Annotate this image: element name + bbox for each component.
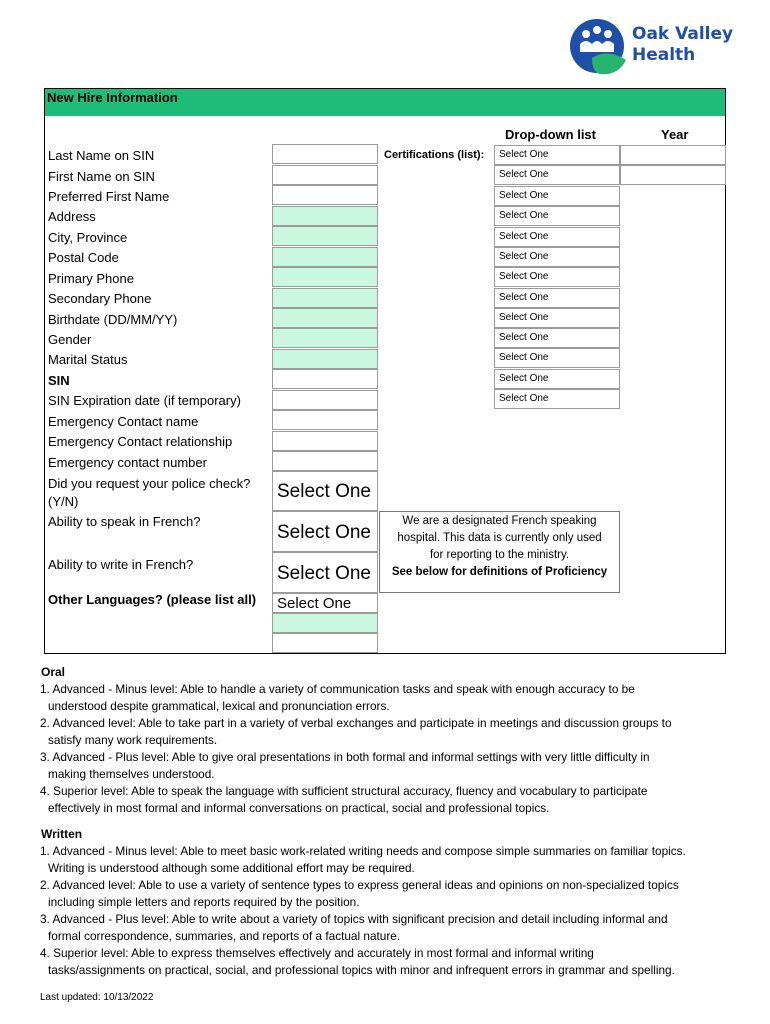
oral-heading: Oral — [41, 665, 66, 679]
postal-label: Postal Code — [48, 250, 119, 265]
note-line: for reporting to the ministry. — [429, 549, 570, 561]
first-name-field[interactable] — [272, 165, 378, 185]
list-item: 3. Advanced - Plus level: Able to write about a variety of topics with significant precision and detail including informal and formal correspondence, summaries, and reports of a factual nature. — [40, 912, 668, 943]
emergency-relationship-label: Emergency Contact relationship — [48, 434, 233, 449]
city-field[interactable] — [272, 226, 378, 246]
marital-field[interactable] — [272, 349, 378, 369]
french-note — [379, 511, 620, 593]
oak-valley-logo — [568, 18, 738, 76]
french-speak-label: Ability to speak in French? — [48, 514, 201, 529]
list-item: 1. Advanced - Minus level: Able to handle a variety of communication tasks and speak with enough accuracy to be understood despite grammatical, lexical and pronunciation errors. — [40, 682, 635, 713]
certification-select[interactable]: Select One — [494, 348, 620, 368]
certification-select[interactable]: Select One — [494, 145, 620, 165]
emergency-name-label: Emergency Contact name — [48, 414, 199, 429]
certification-select[interactable]: Select One — [494, 328, 620, 348]
preferred-name-label: Preferred First Name — [48, 189, 170, 204]
certification-select[interactable]: Select One — [494, 227, 620, 247]
certifications-label: Certifications (list): — [384, 149, 485, 161]
oral-definitions — [40, 681, 760, 817]
birthdate-field[interactable] — [272, 308, 378, 328]
french-write-label: Ability to write in French? — [48, 557, 194, 572]
police-check-yn-label: (Y/N) — [48, 494, 79, 509]
certification-select[interactable]: Select One — [494, 206, 620, 226]
list-item: 2. Advanced level: Able to use a variety of sentence types to express general ideas and opinions on non-specialized topics including simple letters and reports required by the position. — [40, 878, 679, 909]
address-field[interactable] — [272, 206, 378, 226]
year-header: Year — [661, 127, 689, 142]
certification-select[interactable]: Select One — [494, 247, 620, 267]
emergency-name-field[interactable] — [272, 410, 378, 430]
certification-year-field[interactable] — [620, 165, 726, 185]
written-definitions — [40, 843, 760, 979]
secondary-phone-field[interactable] — [272, 288, 378, 308]
last-name-label: Last Name on SIN — [48, 148, 155, 163]
form-title: New Hire Information — [47, 90, 178, 105]
sin-label: SIN — [48, 373, 70, 388]
emergency-number-field[interactable] — [272, 451, 378, 471]
emergency-relationship-field[interactable] — [272, 431, 378, 451]
birthdate-label: Birthdate (DD/MM/YY) — [48, 312, 178, 327]
certification-select[interactable]: Select One — [494, 288, 620, 308]
primary-phone-field[interactable] — [272, 267, 378, 287]
sin-field[interactable] — [272, 369, 378, 389]
dropdown-list-header: Drop-down list — [505, 127, 596, 142]
note-line: hospital. This data is currently only used — [397, 532, 602, 544]
list-item: 1. Advanced - Minus level: Able to meet basic work-related writing needs and compose simple summaries on familiar topics. Writing is understood although some additional effort may be required. — [40, 844, 686, 875]
first-name-label: First Name on SIN — [48, 169, 155, 184]
gender-label: Gender — [48, 332, 92, 347]
last-updated: Last updated: 10/13/2022 — [40, 992, 154, 1003]
sin-expiration-field[interactable] — [272, 390, 378, 410]
written-heading: Written — [41, 827, 83, 841]
emergency-number-label: Emergency contact number — [48, 455, 207, 470]
logo-mark-icon — [568, 18, 628, 76]
primary-phone-label: Primary Phone — [48, 271, 134, 286]
other-languages-select[interactable]: Select One — [272, 593, 378, 613]
police-check-select[interactable]: Select One — [272, 471, 378, 511]
certification-select[interactable]: Select One — [494, 308, 620, 328]
list-item: 3. Advanced - Plus level: Able to give oral presentations in both formal and informal settings with very little difficulty in making themselves understood. — [40, 750, 650, 781]
gender-field[interactable] — [272, 328, 378, 348]
certification-select[interactable]: Select One — [494, 186, 620, 206]
preferred-name-field[interactable] — [272, 185, 378, 205]
certification-select[interactable]: Select One — [494, 369, 620, 389]
logo-name-line2: Health — [632, 45, 696, 65]
police-check-label: Did you request your police check? — [48, 476, 251, 491]
certification-select[interactable]: Select One — [494, 267, 620, 287]
certification-year-field[interactable] — [620, 145, 726, 165]
last-name-field[interactable] — [272, 144, 378, 164]
other-languages-label: Other Languages? (please list all) — [48, 592, 257, 607]
sin-expiration-label: SIN Expiration date (if temporary) — [48, 393, 241, 408]
other-languages-field-3[interactable] — [272, 633, 378, 653]
note-proficiency-line: See below for definitions of Proficiency — [391, 566, 608, 578]
secondary-phone-label: Secondary Phone — [48, 291, 152, 306]
list-item: 4. Superior level: Able to express themselves effectively and accurately in most formal and informal writing tasks/assignments on practical, social, and professional topics with minor and infrequent errors in grammar and spelling. — [40, 946, 675, 977]
list-item: 2. Advanced level: Able to take part in a variety of verbal exchanges and participate in meetings and discussion groups to satisfy many work requirements. — [40, 716, 672, 747]
marital-label: Marital Status — [48, 352, 128, 367]
french-write-select[interactable]: Select One — [272, 552, 378, 593]
other-languages-field-2[interactable] — [272, 613, 378, 633]
french-speak-select[interactable]: Select One — [272, 511, 378, 552]
note-line: We are a designated French speaking — [402, 515, 597, 527]
list-item: 4. Superior level: Able to speak the language with sufficient structural accuracy, fluency and vocabulary to participate effectively in most formal and informal conversations on practical, social and professional topics. — [40, 784, 648, 815]
postal-field[interactable] — [272, 247, 378, 267]
address-label: Address — [48, 209, 96, 224]
certification-select[interactable]: Select One — [494, 165, 620, 185]
logo-name-line1: Oak Valley — [632, 24, 734, 44]
certification-select[interactable]: Select One — [494, 389, 620, 409]
city-label: City, Province — [48, 230, 128, 245]
